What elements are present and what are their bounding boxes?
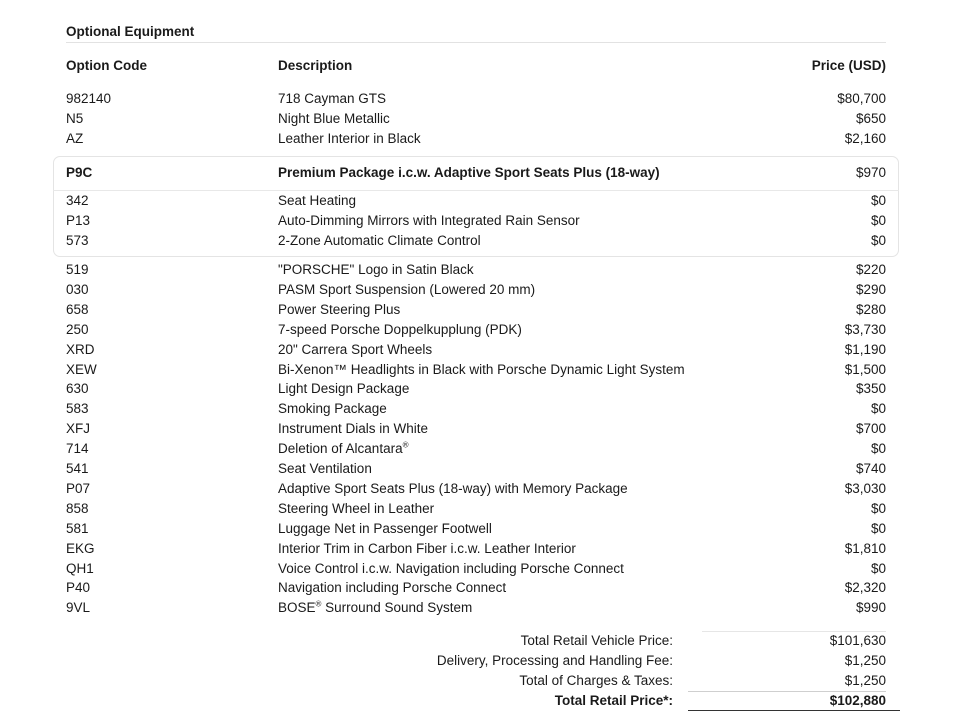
option-price: $3,730 xyxy=(844,321,886,337)
option-code: P07 xyxy=(66,480,91,496)
option-code: XFJ xyxy=(66,421,91,437)
option-description: Steering Wheel in Leather xyxy=(278,500,435,516)
table-row xyxy=(66,379,886,399)
option-code: P40 xyxy=(66,580,91,596)
summary-label: Total Retail Vehicle Price: xyxy=(520,633,673,648)
table-row xyxy=(66,419,886,439)
option-price: $1,190 xyxy=(844,341,886,357)
table-row xyxy=(66,109,886,129)
table-row xyxy=(66,578,886,598)
option-description: Interior Trim in Carbon Fiber i.c.w. Leather Interior xyxy=(278,540,576,556)
table-row xyxy=(66,300,886,320)
option-code: P13 xyxy=(66,212,91,228)
option-description: Light Design Package xyxy=(278,381,410,397)
option-price: $0 xyxy=(870,560,886,576)
option-code: XRD xyxy=(66,341,95,357)
summary-label: Delivery, Processing and Handling Fee: xyxy=(436,653,673,668)
option-code: 658 xyxy=(66,301,89,317)
table-row xyxy=(66,459,886,479)
option-description: Seat Ventilation xyxy=(278,461,372,476)
table-row xyxy=(66,479,886,499)
option-description: PASM Sport Suspension (Lowered 20 mm) xyxy=(278,281,536,297)
option-code: 581 xyxy=(66,520,89,536)
option-price: $0 xyxy=(870,441,886,457)
option-price: $0 xyxy=(870,212,886,228)
summary-value: $1,250 xyxy=(844,673,886,688)
option-code: 714 xyxy=(66,441,89,457)
option-code: AZ xyxy=(66,130,84,146)
option-description: Navigation including Porsche Connect xyxy=(278,580,507,596)
option-price: $2,320 xyxy=(844,580,886,596)
option-code: QH1 xyxy=(66,560,94,576)
option-price: $700 xyxy=(855,421,886,437)
table-row xyxy=(66,499,886,519)
option-description: Luggage Net in Passenger Footwell xyxy=(278,520,492,536)
option-price: $0 xyxy=(870,520,886,536)
option-price: $0 xyxy=(870,401,886,417)
option-price: $350 xyxy=(855,381,886,397)
option-description: Adaptive Sport Seats Plus (18-way) with Memory Package xyxy=(278,480,628,496)
option-code: 858 xyxy=(66,500,89,516)
option-code: 342 xyxy=(66,193,89,208)
table-row xyxy=(66,340,886,360)
summary-label: Total of Charges & Taxes: xyxy=(519,673,673,688)
table-row xyxy=(66,260,886,280)
summary-row xyxy=(66,671,886,691)
summary-value: $102,880 xyxy=(829,693,886,708)
option-description: Auto-Dimming Mirrors with Integrated Rain Sensor xyxy=(278,212,580,228)
option-code: N5 xyxy=(66,110,84,126)
option-description: 7-speed Porsche Doppelkupplung (PDK) xyxy=(278,321,522,337)
option-price: $280 xyxy=(855,301,886,317)
option-description: Deletion of Alcantara® xyxy=(278,440,409,457)
summary-value: $101,630 xyxy=(829,633,886,648)
option-price: $990 xyxy=(855,600,886,616)
option-price: $1,810 xyxy=(844,540,886,556)
option-code: XEW xyxy=(66,361,97,377)
option-description: BOSE® Surround Sound System xyxy=(278,599,473,616)
table-row xyxy=(66,559,886,579)
table-row xyxy=(66,598,886,618)
header-option-code: Option Code xyxy=(66,58,147,73)
option-description: 20" Carrera Sport Wheels xyxy=(278,341,433,357)
table-row xyxy=(66,360,886,380)
section-title: Optional Equipment xyxy=(66,24,195,39)
table-row xyxy=(66,439,886,459)
table-row xyxy=(66,211,886,231)
option-description: Voice Control i.c.w. Navigation including Porsche Connect xyxy=(278,560,624,576)
option-description: Instrument Dials in White xyxy=(278,421,429,437)
option-code: 982140 xyxy=(66,91,112,106)
option-description: Leather Interior in Black xyxy=(278,130,421,146)
option-code: 030 xyxy=(66,281,89,297)
option-code: 630 xyxy=(66,381,89,397)
table-row xyxy=(66,320,886,340)
option-code: 583 xyxy=(66,401,89,417)
option-code: 573 xyxy=(66,232,89,248)
option-price: $2,160 xyxy=(844,130,886,146)
table-row xyxy=(66,399,886,419)
option-code: 519 xyxy=(66,262,89,277)
package-price: $970 xyxy=(855,165,886,180)
option-price: $220 xyxy=(855,262,886,277)
option-code: EKG xyxy=(66,540,95,556)
option-price: $0 xyxy=(870,193,886,208)
package-code: P9C xyxy=(66,165,93,180)
summary-row xyxy=(66,691,886,711)
option-description: Night Blue Metallic xyxy=(278,110,390,126)
option-description: "PORSCHE" Logo in Satin Black xyxy=(278,262,474,277)
option-price: $3,030 xyxy=(844,480,886,496)
option-price: $290 xyxy=(855,281,886,297)
option-price: $0 xyxy=(870,232,886,248)
title-divider xyxy=(66,42,886,43)
option-price: $650 xyxy=(855,110,886,126)
option-code: 250 xyxy=(66,321,89,337)
package-description: Premium Package i.c.w. Adaptive Sport Seats Plus (18-way) xyxy=(278,165,660,180)
table-row xyxy=(66,519,886,539)
option-description: Seat Heating xyxy=(278,193,357,208)
table-header xyxy=(66,58,886,76)
table-row xyxy=(66,280,886,300)
option-description: Smoking Package xyxy=(278,401,387,417)
option-code: 541 xyxy=(66,461,89,476)
summary-label: Total Retail Price*: xyxy=(554,693,673,708)
package-row xyxy=(66,163,886,183)
option-description: Power Steering Plus xyxy=(278,301,401,317)
summary-row xyxy=(66,631,886,651)
option-description: 718 Cayman GTS xyxy=(278,91,387,106)
table-row xyxy=(66,89,886,109)
option-price: $80,700 xyxy=(837,91,886,106)
option-description: Bi-Xenon™ Headlights in Black with Porsche Dynamic Light System xyxy=(278,361,685,377)
table-row xyxy=(66,539,886,559)
header-price: Price (USD) xyxy=(811,58,886,73)
summary-value: $1,250 xyxy=(844,653,886,668)
option-description: 2-Zone Automatic Climate Control xyxy=(278,232,481,248)
table-row xyxy=(66,129,886,149)
table-row xyxy=(66,231,886,251)
summary-row xyxy=(66,651,886,671)
header-description: Description xyxy=(278,58,353,73)
option-price: $740 xyxy=(855,461,886,476)
table-row xyxy=(66,191,886,211)
option-price: $1,500 xyxy=(844,361,886,377)
option-code: 9VL xyxy=(66,600,91,616)
option-price: $0 xyxy=(870,500,886,516)
